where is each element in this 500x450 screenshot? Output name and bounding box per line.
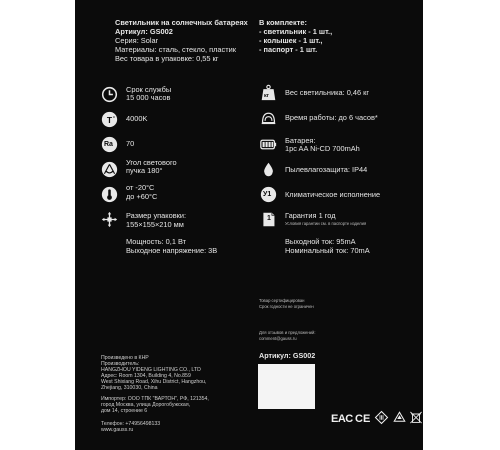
temperature-max: до +60°C xyxy=(126,192,158,201)
kit-title: В комплекте: xyxy=(259,18,307,27)
importer-line: Импортер: ООО ТПК "ВАРТОН", РФ, 121354, xyxy=(101,396,209,402)
climate-icon-label: У1 xyxy=(263,191,272,198)
work-time-icon xyxy=(260,109,277,126)
clock-icon xyxy=(101,86,118,103)
ce-mark: CE xyxy=(355,413,371,425)
lamp-weight: Вес светильника: 0,46 кг xyxy=(285,88,370,97)
service-life-value: 15 000 часов xyxy=(126,93,171,102)
kit-item: - колышек - 1 шт., xyxy=(259,36,323,45)
manufacturer-label: Производитель: xyxy=(101,361,140,367)
website: www.gauss.ru xyxy=(101,427,134,433)
temperature-icon xyxy=(101,186,118,203)
barcode-area xyxy=(258,364,315,409)
battery-value: 1pc AA Ni-CD 700mAh xyxy=(285,144,360,153)
warranty-value: Гарантия 1 год xyxy=(285,211,336,220)
ra-icon-label: Ra xyxy=(104,141,113,148)
color-temperature-value: 4000K xyxy=(126,114,148,123)
feedback-email: comment@gauss.ru xyxy=(259,336,297,341)
battery-label: Батарея: xyxy=(285,136,316,145)
manufacturer-name: HANGZHOU YIDENG LIGHTING CO., LTD xyxy=(101,367,201,373)
package-size-label: Размер упаковки: xyxy=(126,211,187,220)
eac-mark: EAC xyxy=(331,413,353,425)
svg-text:T: T xyxy=(106,114,113,125)
product-materials: Материалы: сталь, стекло, пластик xyxy=(115,45,236,54)
cri-value: 70 xyxy=(126,139,135,148)
ip-protection-icon xyxy=(260,161,277,178)
feedback-label: Для отзывов и предложений: xyxy=(259,330,316,335)
product-series: Серия: Solar xyxy=(115,36,159,45)
beam-angle-label: Угол светового xyxy=(126,158,177,167)
beam-angle-icon xyxy=(101,161,118,178)
warranty-note: Условия гарантии см. в паспорте изделия xyxy=(285,221,367,226)
work-time-value: Время работы: до 6 часов* xyxy=(285,113,378,122)
temperature-min: от -20°C xyxy=(126,183,155,192)
manufacturer-address: Адрес: Room 1304, Building 4, No.859 xyxy=(101,373,191,379)
class-iii-icon xyxy=(374,410,389,425)
importer-line: дом 14, строение 6 xyxy=(101,408,148,414)
phone: Телефон: +74956498133 xyxy=(101,421,161,427)
climate-value: Климатическое исполнение xyxy=(285,190,381,199)
product-article: Артикул: GS002 xyxy=(115,27,173,36)
color-temperature-icon xyxy=(101,111,118,128)
kit-item: - светильник - 1 шт., xyxy=(259,27,333,36)
package-size-value: 155×155×210 мм xyxy=(126,220,184,229)
importer-line: город Москва, улица Дорогобужская, xyxy=(101,402,191,408)
made-in: Произведено в КНР xyxy=(101,355,149,361)
recycling-icon xyxy=(392,410,407,425)
manufacturer-address: Zhejiang, 310030, China xyxy=(101,385,158,391)
certified-note: Товар сертифицирован xyxy=(259,298,305,303)
manufacturer-address: West Shixiang Road, Xihu District, Hangzhou, xyxy=(101,379,207,385)
battery-icon xyxy=(260,136,277,153)
nominal-current: Номинальный ток: 70mA xyxy=(285,246,370,255)
power-value: Мощность: 0,1 Вт xyxy=(126,237,187,246)
product-title: Светильник на солнечных батареях xyxy=(115,18,248,27)
output-current: Выходной ток: 95mA xyxy=(285,237,356,246)
product-weight-pack: Вес товара в упаковке: 0,55 кг xyxy=(115,54,219,63)
service-life-label: Срок службы xyxy=(126,85,172,94)
output-voltage: Выходное напряжение: 3В xyxy=(126,246,218,255)
svg-text:o: o xyxy=(112,114,115,119)
weee-bin-icon xyxy=(409,410,423,425)
beam-angle-value: пучка 180° xyxy=(126,166,163,175)
package-size-icon xyxy=(101,211,118,228)
barcode-article: Артикул: GS002 xyxy=(259,351,316,360)
warranty-icon-label: 1 xyxy=(267,215,271,222)
package-sheet xyxy=(75,0,423,450)
ip-protection-value: Пылевлагозащита: IP44 xyxy=(285,165,368,174)
weight-icon-label: кг xyxy=(264,93,270,99)
shelf-life-note: Срок годности не ограничен xyxy=(259,304,314,309)
kit-item: - паспорт - 1 шт. xyxy=(259,45,318,54)
